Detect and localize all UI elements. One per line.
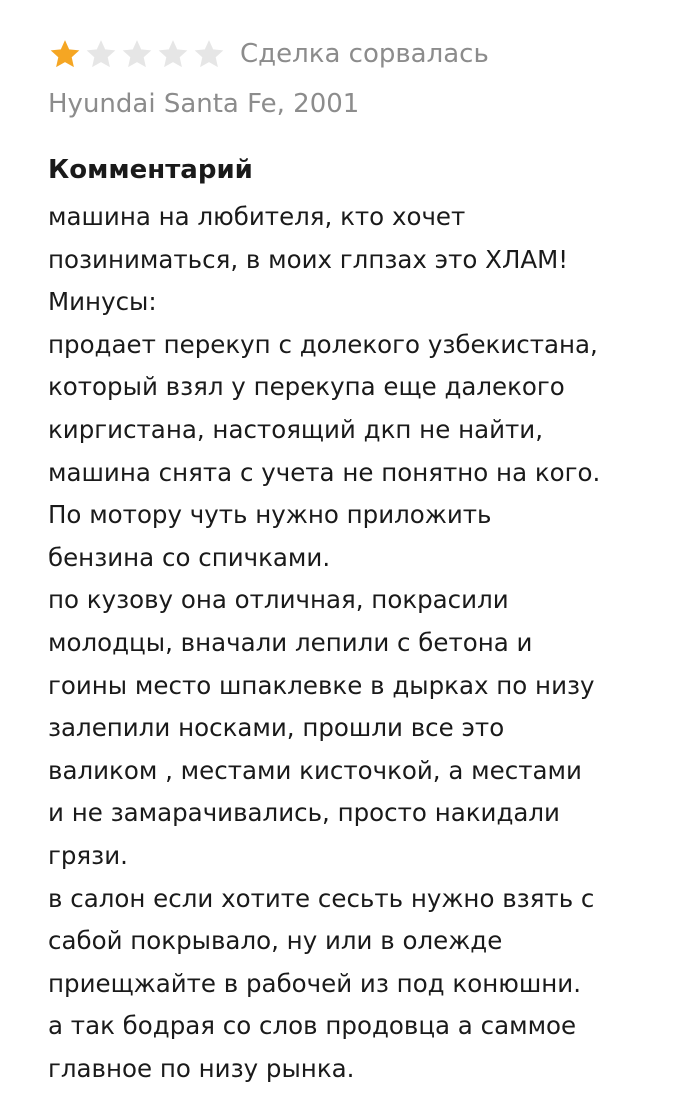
comment-line: сабой покрывало, ну или в олежде	[48, 926, 503, 956]
deal-status: Сделка сорвалась	[240, 39, 489, 69]
comment-line: в салон если хотите сесьть нужно взять с	[48, 883, 595, 913]
star-filled-icon	[48, 37, 82, 71]
comment-line: который взял у перекупа еще далекого	[48, 372, 565, 402]
comment-line: Минусы:	[48, 287, 157, 317]
rating-row	[48, 34, 489, 74]
comment-heading: Комментарий	[48, 155, 253, 185]
comment-line: залепили носками, прошли все это	[48, 713, 505, 743]
comment-line: приещжайте в рабочей из под конюшни.	[48, 968, 581, 998]
comment-line: машина снята с учета не понятно на кого.	[48, 457, 601, 487]
comment-line: бензина со спичками.	[48, 542, 331, 572]
comment-text	[48, 196, 668, 1090]
comment-line: грязи.	[48, 840, 128, 870]
comment-line: валиком , местами кисточкой, а местами	[48, 755, 582, 785]
comment-line: а так бодрая со слов продовца а саммое	[48, 1011, 577, 1041]
star-empty-icon	[84, 37, 118, 71]
comment-line: позиниматься, в моих глпзах это ХЛАМ!	[48, 244, 569, 274]
comment-line: киргистана, настоящий дкп не найти,	[48, 414, 544, 444]
car-model: Hyundai Santa Fe, 2001	[48, 89, 360, 119]
comment-line: молодцы, вначали лепили с бетона и	[48, 627, 533, 657]
comment-line: и не замарачивались, просто накидали	[48, 798, 560, 828]
star-empty-icon	[192, 37, 226, 71]
comment-line: По мотору чуть нужно приложить	[48, 500, 492, 530]
comment-line: продает перекуп с долекого узбекистана,	[48, 329, 598, 359]
star-rating	[48, 37, 228, 71]
comment-line: гоины место шпаклевке в дырках по низу	[48, 670, 595, 700]
comment-line: по кузову она отличная, покрасили	[48, 585, 509, 615]
comment-line: главное по низу рынка.	[48, 1053, 355, 1083]
comment-line: машина на любителя, кто хочет	[48, 202, 466, 231]
star-empty-icon	[120, 37, 154, 71]
star-empty-icon	[156, 37, 190, 71]
